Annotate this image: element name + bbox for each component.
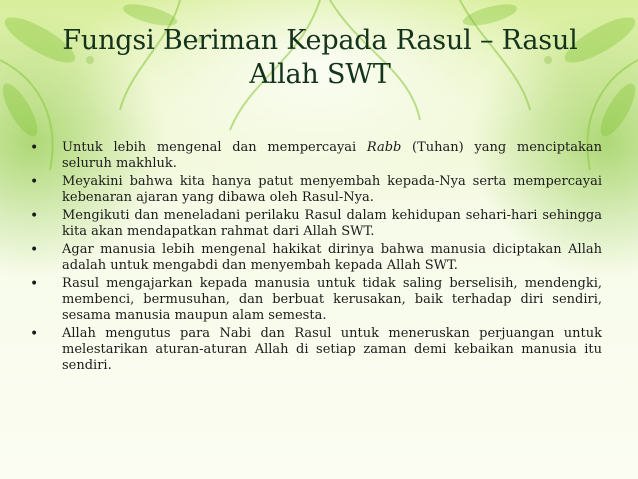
bullet-item [26, 276, 602, 324]
bullet-text: Meyakini bahwa kita hanya patut menyembah kepada-Nya serta mempercayai kebenaran ajaran yang dibawa oleh Rasul-Nya. [62, 174, 602, 205]
bullet-item [26, 242, 602, 274]
bullet-list [26, 140, 602, 376]
bullet-text: Agar manusia lebih mengenal hakikat dirinya bahwa manusia diciptakan Allah adalah untuk mengabdi dan menyembah kepada Allah SWT. [62, 242, 602, 273]
bullet-dot-icon: • [30, 326, 39, 342]
slide-title: Fungsi Beriman Kepada Rasul – Rasul Allah SWT [62, 25, 578, 90]
bullet-dot-icon: • [30, 208, 39, 224]
bullet-dot-icon: • [30, 140, 39, 156]
bullet-text: Rasul mengajarkan kepada manusia untuk tidak saling berselisih, mendengki, membenci, bermusuhan, dan berbuat kerusakan, baik terhadap diri sendiri, sesama manusia maupun alam semesta. [62, 276, 602, 323]
bullet-item [26, 326, 602, 374]
bullet-item [26, 140, 602, 172]
bullet-dot-icon: • [30, 174, 39, 190]
bullet-item [26, 174, 602, 206]
bullet-text: Untuk lebih mengenal dan mempercayai Rabb (Tuhan) yang menciptakan seluruh makhluk. [62, 140, 603, 171]
bullet-item [26, 208, 602, 240]
bullet-text: Mengikuti dan meneladani perilaku Rasul dalam kehidupan sehari-hari sehingga kita akan mendapatkan rahmat dari Allah SWT. [62, 208, 602, 239]
rabb-emphasis: Rabb [366, 140, 402, 155]
bullet-dot-icon: • [30, 242, 39, 258]
bullet-text: Allah mengutus para Nabi dan Rasul untuk meneruskan perjuangan untuk melestarikan aturan-aturan Allah di setiap zaman demi kebaikan manusia itu sendiri. [62, 326, 602, 373]
bullet-dot-icon: • [30, 276, 39, 292]
